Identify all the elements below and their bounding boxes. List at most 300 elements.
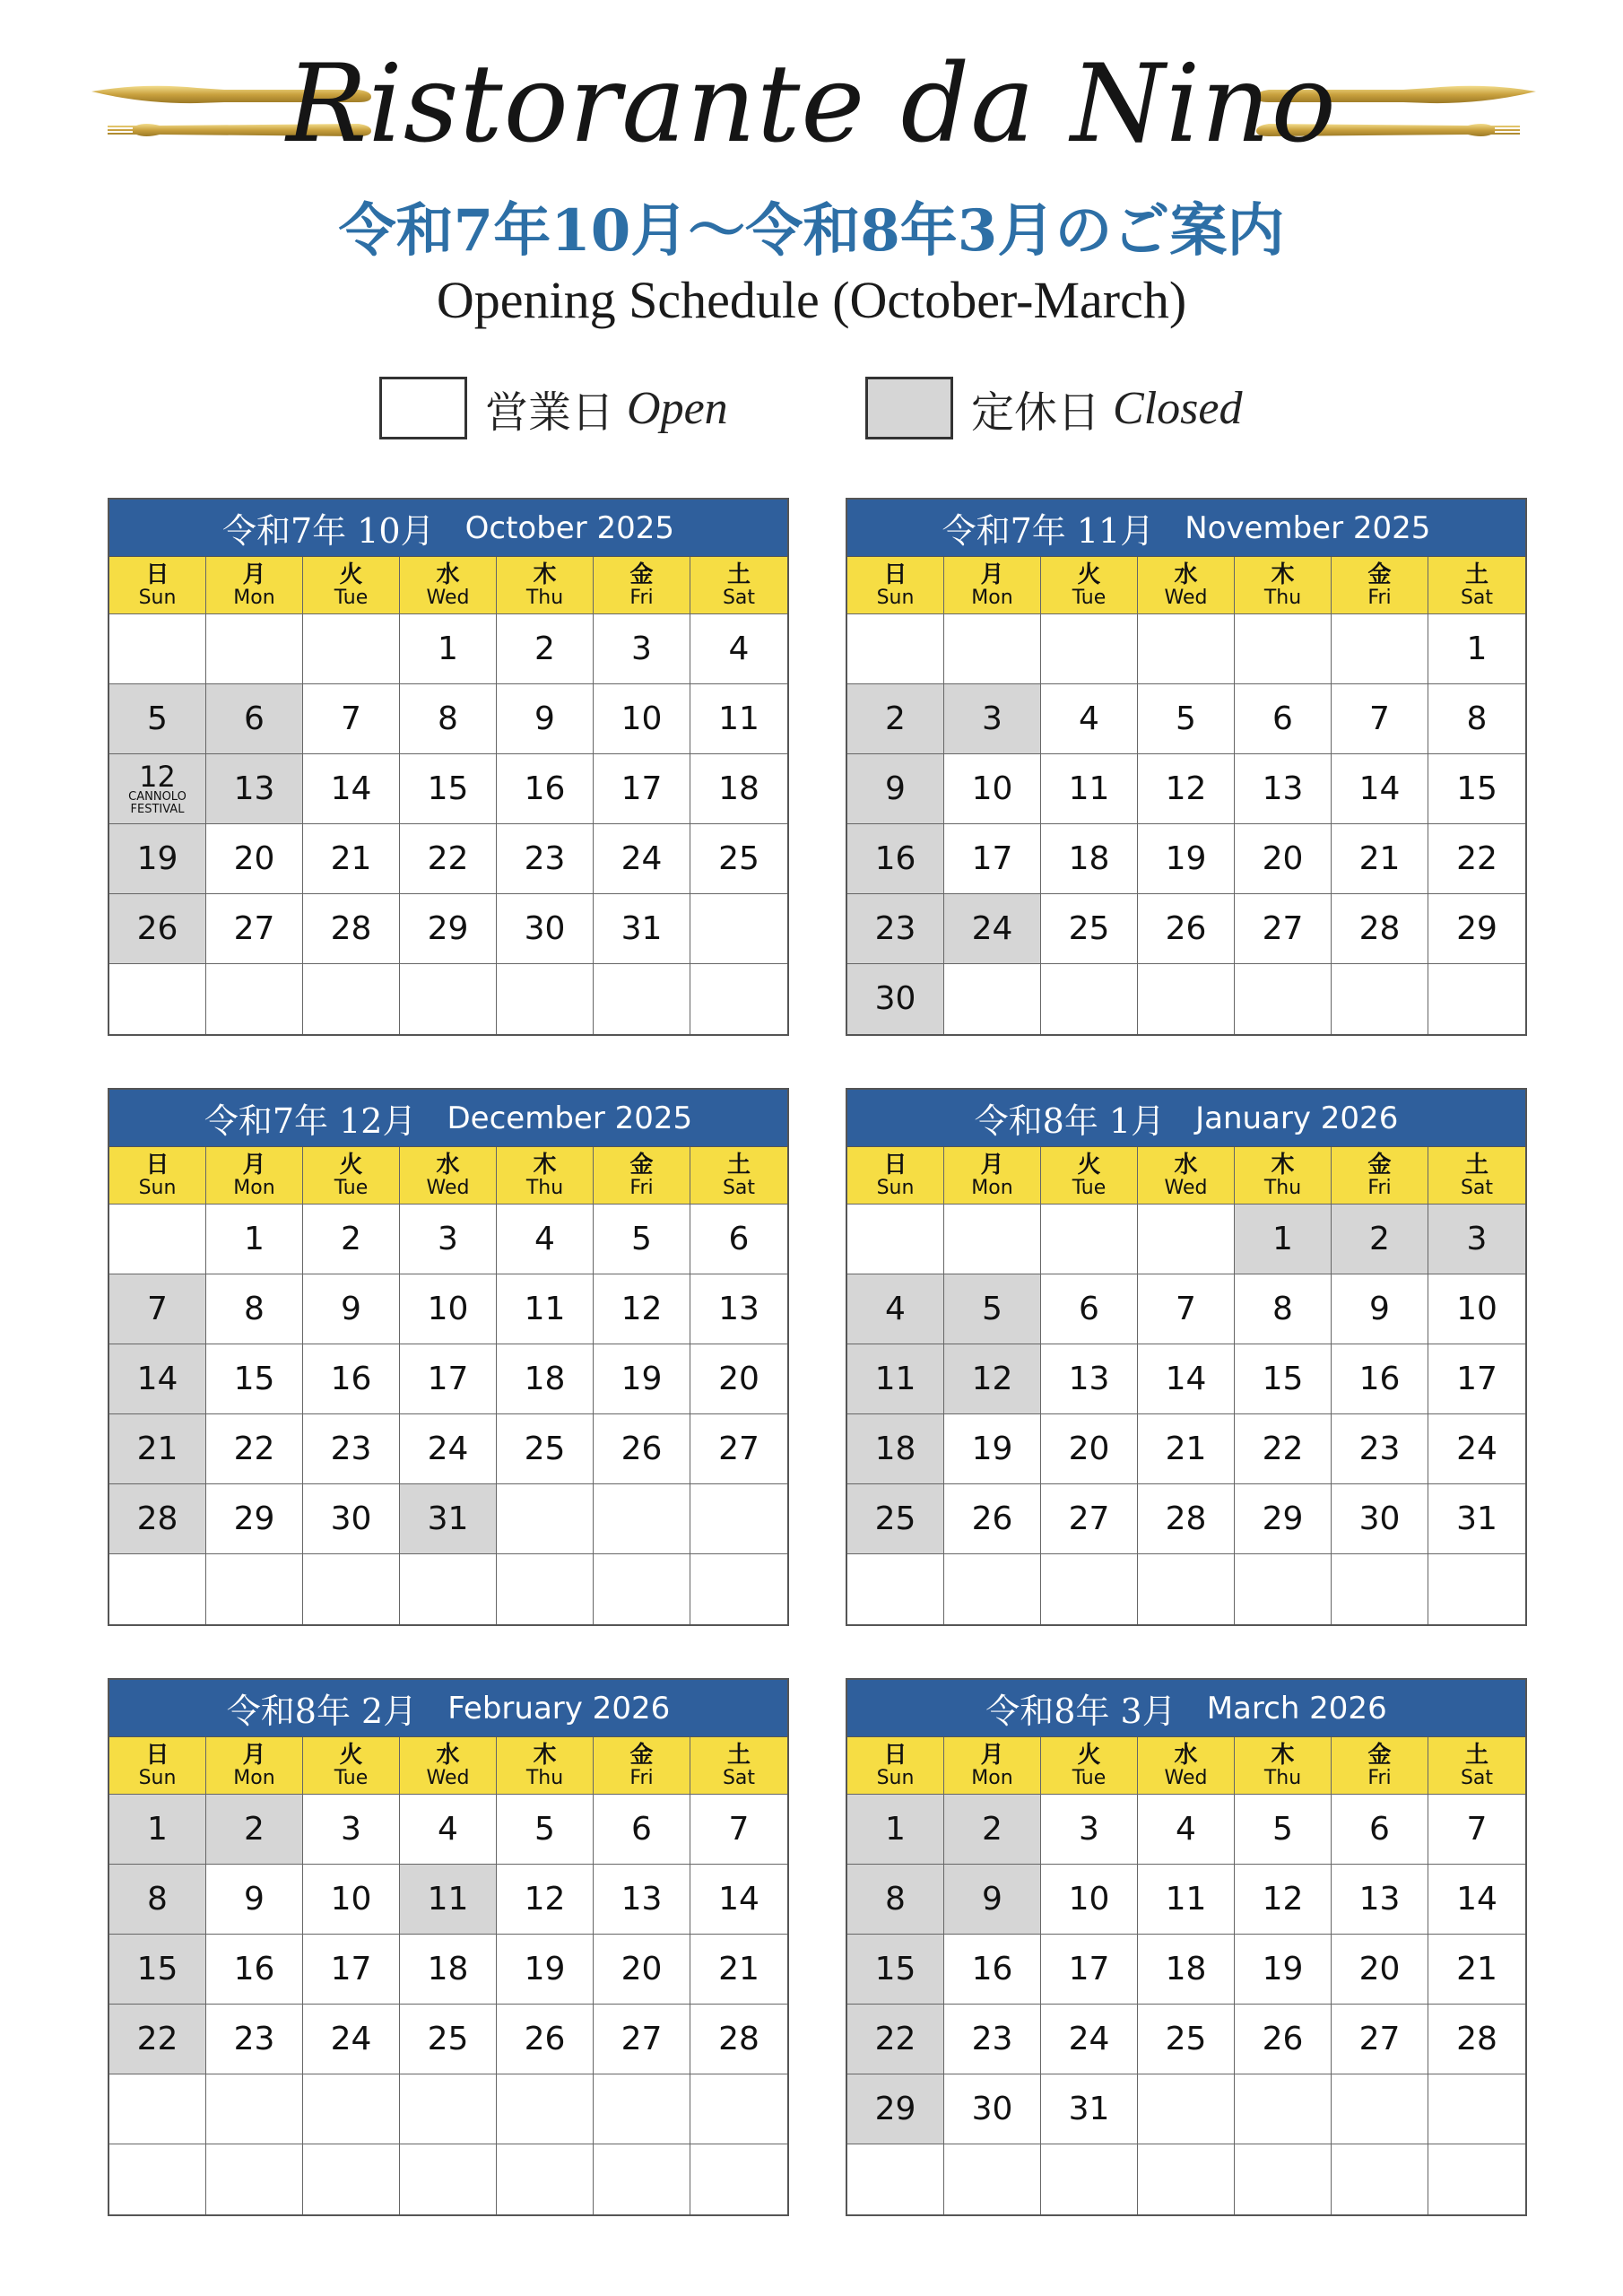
weekday-en: Thu xyxy=(525,586,564,609)
weekday-en: Tue xyxy=(334,586,369,609)
weekday-en: Tue xyxy=(334,1766,369,1789)
day-number: 23 xyxy=(971,2020,1013,2057)
weekday-jp: 日 xyxy=(145,1151,169,1178)
weekday-row xyxy=(109,557,787,614)
day-number: 15 xyxy=(233,1360,275,1397)
day-number: 21 xyxy=(330,839,372,877)
empty-cell xyxy=(944,1205,1041,1274)
day-number: 24 xyxy=(971,909,1013,947)
weekday-jp: 水 xyxy=(436,1741,460,1769)
day-number: 4 xyxy=(1079,700,1099,737)
weekday-en: Sat xyxy=(722,586,756,609)
day-cell xyxy=(847,1274,944,1344)
day-cell xyxy=(1332,684,1428,754)
day-cell xyxy=(206,1414,303,1484)
day-number: 8 xyxy=(147,1880,168,1918)
weekday-row xyxy=(847,557,1525,614)
day-number: 9 xyxy=(885,770,906,807)
legend-closed-swatch xyxy=(865,377,953,439)
empty-cell xyxy=(109,614,206,684)
day-cell xyxy=(1235,894,1332,964)
weekday-thu xyxy=(497,1737,594,1795)
day-grid xyxy=(109,614,787,1034)
empty-cell xyxy=(109,964,206,1034)
weekday-thu xyxy=(497,1147,594,1205)
empty-cell xyxy=(944,964,1041,1034)
day-cell xyxy=(1428,1935,1525,2005)
day-cell xyxy=(1428,1414,1525,1484)
weekday-jp: 火 xyxy=(1077,1741,1101,1769)
legend-closed xyxy=(865,372,1242,444)
empty-cell xyxy=(1138,2074,1235,2144)
day-cell xyxy=(109,894,206,964)
day-cell xyxy=(944,1795,1041,1865)
day-number: 13 xyxy=(718,1290,759,1327)
empty-cell xyxy=(1041,964,1138,1034)
day-number: 15 xyxy=(874,1950,916,1987)
day-number: 20 xyxy=(1262,839,1304,877)
weekday-en: Wed xyxy=(426,1766,470,1789)
day-cell xyxy=(944,754,1041,824)
weekday-mon xyxy=(944,557,1041,614)
day-number: 9 xyxy=(244,1880,265,1918)
weekday-mon xyxy=(944,1147,1041,1205)
day-cell xyxy=(497,1865,594,1935)
day-number: 9 xyxy=(982,1880,1002,1918)
day-number: 22 xyxy=(233,1430,275,1467)
weekday-tue xyxy=(1041,557,1138,614)
day-cell xyxy=(497,2005,594,2074)
day-number: 12 xyxy=(1262,1880,1304,1918)
weekday-sun xyxy=(109,1147,206,1205)
day-number: 7 xyxy=(1369,700,1390,737)
day-cell xyxy=(303,1935,400,2005)
day-number: 15 xyxy=(1456,770,1497,807)
empty-cell xyxy=(690,2074,787,2144)
day-cell xyxy=(594,1414,690,1484)
weekday-fri xyxy=(594,1147,690,1205)
day-cell xyxy=(400,1274,497,1344)
day-number: 12 xyxy=(1165,770,1207,807)
day-number: 13 xyxy=(1068,1360,1110,1397)
empty-cell xyxy=(1138,1205,1235,1274)
weekday-jp: 水 xyxy=(436,1151,460,1178)
month-title-en: January 2026 xyxy=(1195,1100,1399,1136)
day-cell xyxy=(1332,1205,1428,1274)
day-cell xyxy=(303,1414,400,1484)
day-cell xyxy=(109,824,206,894)
day-cell xyxy=(497,1414,594,1484)
weekday-jp: 木 xyxy=(1271,1151,1295,1178)
day-number: 25 xyxy=(524,1430,566,1467)
day-cell xyxy=(1138,894,1235,964)
day-cell xyxy=(1332,1274,1428,1344)
day-number: 21 xyxy=(1358,839,1401,877)
day-cell xyxy=(1041,1274,1138,1344)
day-cell xyxy=(690,684,787,754)
day-cell xyxy=(1428,1795,1525,1865)
day-number: 8 xyxy=(244,1290,265,1327)
weekday-en: Fri xyxy=(1367,1766,1392,1789)
day-grid xyxy=(109,1795,787,2214)
empty-cell xyxy=(109,1554,206,1624)
weekday-jp: 月 xyxy=(980,1151,1004,1178)
day-number: 18 xyxy=(718,770,759,807)
day-cell xyxy=(1041,1344,1138,1414)
day-number: 24 xyxy=(621,839,663,877)
empty-cell xyxy=(109,2074,206,2144)
day-number: 29 xyxy=(874,2090,916,2127)
empty-cell xyxy=(303,1554,400,1624)
month-title-jp: 令和7年 12月 xyxy=(204,1101,417,1141)
weekday-sun xyxy=(847,1737,944,1795)
day-cell xyxy=(497,1344,594,1414)
day-number: 12 xyxy=(139,759,176,794)
weekday-sat xyxy=(690,1147,787,1205)
empty-cell xyxy=(206,1554,303,1624)
day-number: 8 xyxy=(1272,1290,1293,1327)
day-cell xyxy=(303,1274,400,1344)
day-cell xyxy=(944,894,1041,964)
day-number: 19 xyxy=(621,1360,663,1397)
weekday-jp: 月 xyxy=(242,1151,266,1178)
weekday-en: Wed xyxy=(426,586,470,609)
day-cell xyxy=(1428,1274,1525,1344)
weekday-jp: 月 xyxy=(242,561,266,588)
day-number: 6 xyxy=(1079,1290,1099,1327)
day-number: 17 xyxy=(1456,1360,1497,1397)
empty-cell xyxy=(1138,964,1235,1034)
weekday-tue xyxy=(303,1737,400,1795)
month-header xyxy=(109,1090,787,1147)
day-cell xyxy=(847,824,944,894)
day-number: 1 xyxy=(147,1810,168,1848)
weekday-sun xyxy=(109,1737,206,1795)
day-number: 31 xyxy=(1068,2090,1110,2127)
weekday-en: Mon xyxy=(971,1176,1013,1199)
day-cell xyxy=(594,1274,690,1344)
day-number: 18 xyxy=(1068,839,1110,877)
day-cell xyxy=(690,1935,787,2005)
day-number: 21 xyxy=(1456,1950,1497,1987)
day-cell xyxy=(303,2005,400,2074)
day-number: 19 xyxy=(1262,1950,1304,1987)
day-number: 19 xyxy=(1165,839,1207,877)
day-cell xyxy=(847,1795,944,1865)
day-grid xyxy=(847,1795,1525,2214)
day-cell xyxy=(847,684,944,754)
weekday-jp: 火 xyxy=(339,1741,363,1769)
weekday-en: Thu xyxy=(1263,1766,1302,1789)
day-cell xyxy=(690,1414,787,1484)
weekday-en: Sat xyxy=(722,1766,756,1789)
weekday-sat xyxy=(1428,557,1525,614)
day-cell xyxy=(109,754,206,824)
month-calendar xyxy=(108,1678,789,2216)
weekday-en: Mon xyxy=(233,1766,275,1789)
weekday-row xyxy=(847,1147,1525,1205)
day-cell xyxy=(847,1484,944,1554)
month-header xyxy=(109,1680,787,1737)
weekday-wed xyxy=(400,1737,497,1795)
empty-cell xyxy=(690,1484,787,1554)
day-number: 4 xyxy=(438,1810,458,1848)
day-cell xyxy=(594,754,690,824)
day-cell xyxy=(847,894,944,964)
month-calendar xyxy=(846,1678,1527,2216)
day-cell xyxy=(206,684,303,754)
legend-open xyxy=(379,372,728,444)
day-cell xyxy=(303,894,400,964)
day-cell xyxy=(1332,1865,1428,1935)
day-number: 28 xyxy=(718,2020,759,2057)
day-cell xyxy=(109,1795,206,1865)
empty-cell xyxy=(1138,614,1235,684)
weekday-sat xyxy=(1428,1737,1525,1795)
empty-cell xyxy=(690,2144,787,2214)
day-cell xyxy=(1138,1274,1235,1344)
day-number: 23 xyxy=(524,839,566,877)
empty-cell xyxy=(847,614,944,684)
month-title-jp: 令和7年 11月 xyxy=(942,511,1155,551)
day-number: 9 xyxy=(341,1290,361,1327)
day-grid xyxy=(847,614,1525,1034)
weekday-en: Tue xyxy=(334,1176,369,1199)
day-cell xyxy=(944,1865,1041,1935)
empty-cell xyxy=(1235,964,1332,1034)
day-cell xyxy=(1235,2005,1332,2074)
weekday-jp: 木 xyxy=(1271,561,1295,588)
day-number: 12 xyxy=(524,1880,566,1918)
day-number: 25 xyxy=(874,1500,916,1537)
day-cell xyxy=(1428,614,1525,684)
empty-cell xyxy=(944,1554,1041,1624)
day-cell xyxy=(1041,1935,1138,2005)
day-cell xyxy=(497,754,594,824)
day-cell xyxy=(303,1795,400,1865)
day-number: 26 xyxy=(621,1430,663,1467)
weekday-jp: 水 xyxy=(1174,1151,1198,1178)
day-number: 26 xyxy=(136,909,178,947)
empty-cell xyxy=(497,2074,594,2144)
day-number: 29 xyxy=(1262,1500,1304,1537)
day-number: 4 xyxy=(728,630,750,667)
day-cell xyxy=(400,894,497,964)
month-title-en: November 2025 xyxy=(1185,509,1431,546)
day-cell xyxy=(1041,2074,1138,2144)
day-cell xyxy=(109,1274,206,1344)
day-number: 7 xyxy=(1466,1810,1488,1848)
day-cell xyxy=(594,1344,690,1414)
empty-cell xyxy=(847,1205,944,1274)
month-title-en: December 2025 xyxy=(447,1100,693,1136)
month-header xyxy=(109,500,787,557)
empty-cell xyxy=(690,964,787,1034)
empty-cell xyxy=(1235,2144,1332,2214)
day-number: 26 xyxy=(1262,2020,1304,2057)
day-cell xyxy=(1235,1205,1332,1274)
day-number: 21 xyxy=(1165,1430,1207,1467)
day-number: 14 xyxy=(136,1360,178,1397)
weekday-fri xyxy=(1332,1147,1428,1205)
day-number: 30 xyxy=(330,1500,372,1537)
day-number: 3 xyxy=(1466,1220,1488,1257)
schedule-subtitle-en: Opening Schedule (October-March) xyxy=(436,271,1187,329)
weekday-wed xyxy=(400,1147,497,1205)
day-cell xyxy=(1041,1414,1138,1484)
weekday-en: Sat xyxy=(722,1176,756,1199)
weekday-jp: 日 xyxy=(883,1151,907,1178)
day-number: 28 xyxy=(1165,1500,1207,1537)
weekday-tue xyxy=(303,557,400,614)
day-number: 22 xyxy=(1262,1430,1304,1467)
day-number: 4 xyxy=(1176,1810,1196,1848)
weekday-en: Fri xyxy=(629,586,654,609)
day-number: 30 xyxy=(524,909,566,947)
empty-cell xyxy=(1428,1554,1525,1624)
day-cell xyxy=(303,1205,400,1274)
weekday-en: Sun xyxy=(876,1176,915,1199)
day-number: 14 xyxy=(1165,1360,1207,1397)
day-number: 10 xyxy=(971,770,1013,807)
empty-cell xyxy=(400,2144,497,2214)
day-number: 2 xyxy=(885,700,906,737)
empty-cell xyxy=(690,1554,787,1624)
day-cell xyxy=(206,894,303,964)
day-number: 17 xyxy=(971,839,1013,877)
day-number: 16 xyxy=(1358,1360,1401,1397)
day-number: 22 xyxy=(874,2020,916,2057)
day-cell xyxy=(1235,1484,1332,1554)
weekday-wed xyxy=(400,557,497,614)
empty-cell xyxy=(847,2144,944,2214)
empty-cell xyxy=(944,614,1041,684)
day-cell xyxy=(206,1205,303,1274)
weekday-jp: 月 xyxy=(980,561,1004,588)
day-cell xyxy=(206,1274,303,1344)
day-number: 22 xyxy=(1456,839,1497,877)
day-number: 26 xyxy=(524,2020,566,2057)
month-calendar xyxy=(846,498,1527,1036)
day-number: 9 xyxy=(534,700,555,737)
weekday-en: Wed xyxy=(1164,586,1208,609)
day-cell xyxy=(1428,1205,1525,1274)
day-number: 21 xyxy=(136,1430,178,1467)
day-number: 27 xyxy=(718,1430,759,1467)
day-number: 28 xyxy=(1456,2020,1497,2057)
day-cell xyxy=(1428,1865,1525,1935)
day-cell xyxy=(847,754,944,824)
weekday-en: Sun xyxy=(138,1176,177,1199)
day-cell xyxy=(400,1935,497,2005)
day-number: 27 xyxy=(1068,1500,1110,1537)
empty-cell xyxy=(1332,2074,1428,2144)
day-cell xyxy=(206,824,303,894)
day-cell xyxy=(944,1344,1041,1414)
day-number: 3 xyxy=(982,700,1002,737)
empty-cell xyxy=(303,2144,400,2214)
day-number: 20 xyxy=(718,1360,759,1397)
day-cell xyxy=(1235,1795,1332,1865)
month-header xyxy=(847,1680,1525,1737)
day-cell xyxy=(109,1935,206,2005)
day-number: 6 xyxy=(728,1220,750,1257)
weekday-fri xyxy=(594,557,690,614)
day-number: 31 xyxy=(427,1500,469,1537)
day-cell xyxy=(109,1414,206,1484)
legend-closed-en: Closed xyxy=(1113,382,1243,434)
day-number: 20 xyxy=(1358,1950,1401,1987)
weekday-fri xyxy=(1332,557,1428,614)
day-number: 26 xyxy=(1165,909,1207,947)
empty-cell xyxy=(1235,2074,1332,2144)
legend-open-swatch xyxy=(379,377,467,439)
weekday-en: Fri xyxy=(629,1176,654,1199)
weekday-en: Fri xyxy=(1367,1176,1392,1199)
day-number: 6 xyxy=(244,700,265,737)
weekday-en: Wed xyxy=(1164,1766,1208,1789)
weekday-jp: 火 xyxy=(339,1151,363,1178)
day-number: 18 xyxy=(1165,1950,1207,1987)
month-header xyxy=(847,1090,1525,1147)
day-number: 27 xyxy=(1262,909,1304,947)
day-cell xyxy=(497,824,594,894)
weekday-en: Mon xyxy=(233,1176,275,1199)
day-number: 5 xyxy=(982,1290,1002,1327)
weekday-en: Sun xyxy=(138,1766,177,1789)
weekday-sun xyxy=(109,557,206,614)
day-number: 11 xyxy=(1165,1880,1207,1918)
day-cell xyxy=(400,684,497,754)
day-cell xyxy=(1332,2005,1428,2074)
weekday-thu xyxy=(1235,557,1332,614)
weekday-jp: 金 xyxy=(1367,1151,1392,1178)
month-title-jp: 令和8年 1月 xyxy=(974,1101,1166,1141)
day-cell xyxy=(594,894,690,964)
day-number: 16 xyxy=(330,1360,372,1397)
day-cell xyxy=(690,1205,787,1274)
day-number: 17 xyxy=(1068,1950,1110,1987)
weekday-jp: 木 xyxy=(533,561,557,588)
day-number: 12 xyxy=(621,1290,663,1327)
empty-cell xyxy=(594,1484,690,1554)
day-number: 14 xyxy=(1456,1880,1497,1918)
weekday-jp: 日 xyxy=(145,1741,169,1769)
weekday-jp: 土 xyxy=(726,561,751,588)
weekday-jp: 日 xyxy=(883,561,907,588)
day-number: 5 xyxy=(534,1810,555,1848)
day-cell xyxy=(594,1205,690,1274)
day-cell xyxy=(1332,824,1428,894)
day-cell xyxy=(1332,1484,1428,1554)
weekday-sun xyxy=(847,557,944,614)
weekday-jp: 水 xyxy=(1174,561,1198,588)
day-cell xyxy=(303,1865,400,1935)
weekday-jp: 日 xyxy=(145,561,169,588)
weekday-en: Sat xyxy=(1460,1176,1494,1199)
weekday-jp: 木 xyxy=(533,1151,557,1178)
day-number: 5 xyxy=(1272,1810,1293,1848)
day-cell xyxy=(303,1344,400,1414)
day-number: 10 xyxy=(621,700,663,737)
day-cell xyxy=(400,1344,497,1414)
empty-cell xyxy=(1138,1554,1235,1624)
day-number: 14 xyxy=(718,1880,759,1918)
empty-cell xyxy=(400,964,497,1034)
day-cell xyxy=(1138,684,1235,754)
weekday-jp: 金 xyxy=(1367,1741,1392,1769)
empty-cell xyxy=(303,2074,400,2144)
